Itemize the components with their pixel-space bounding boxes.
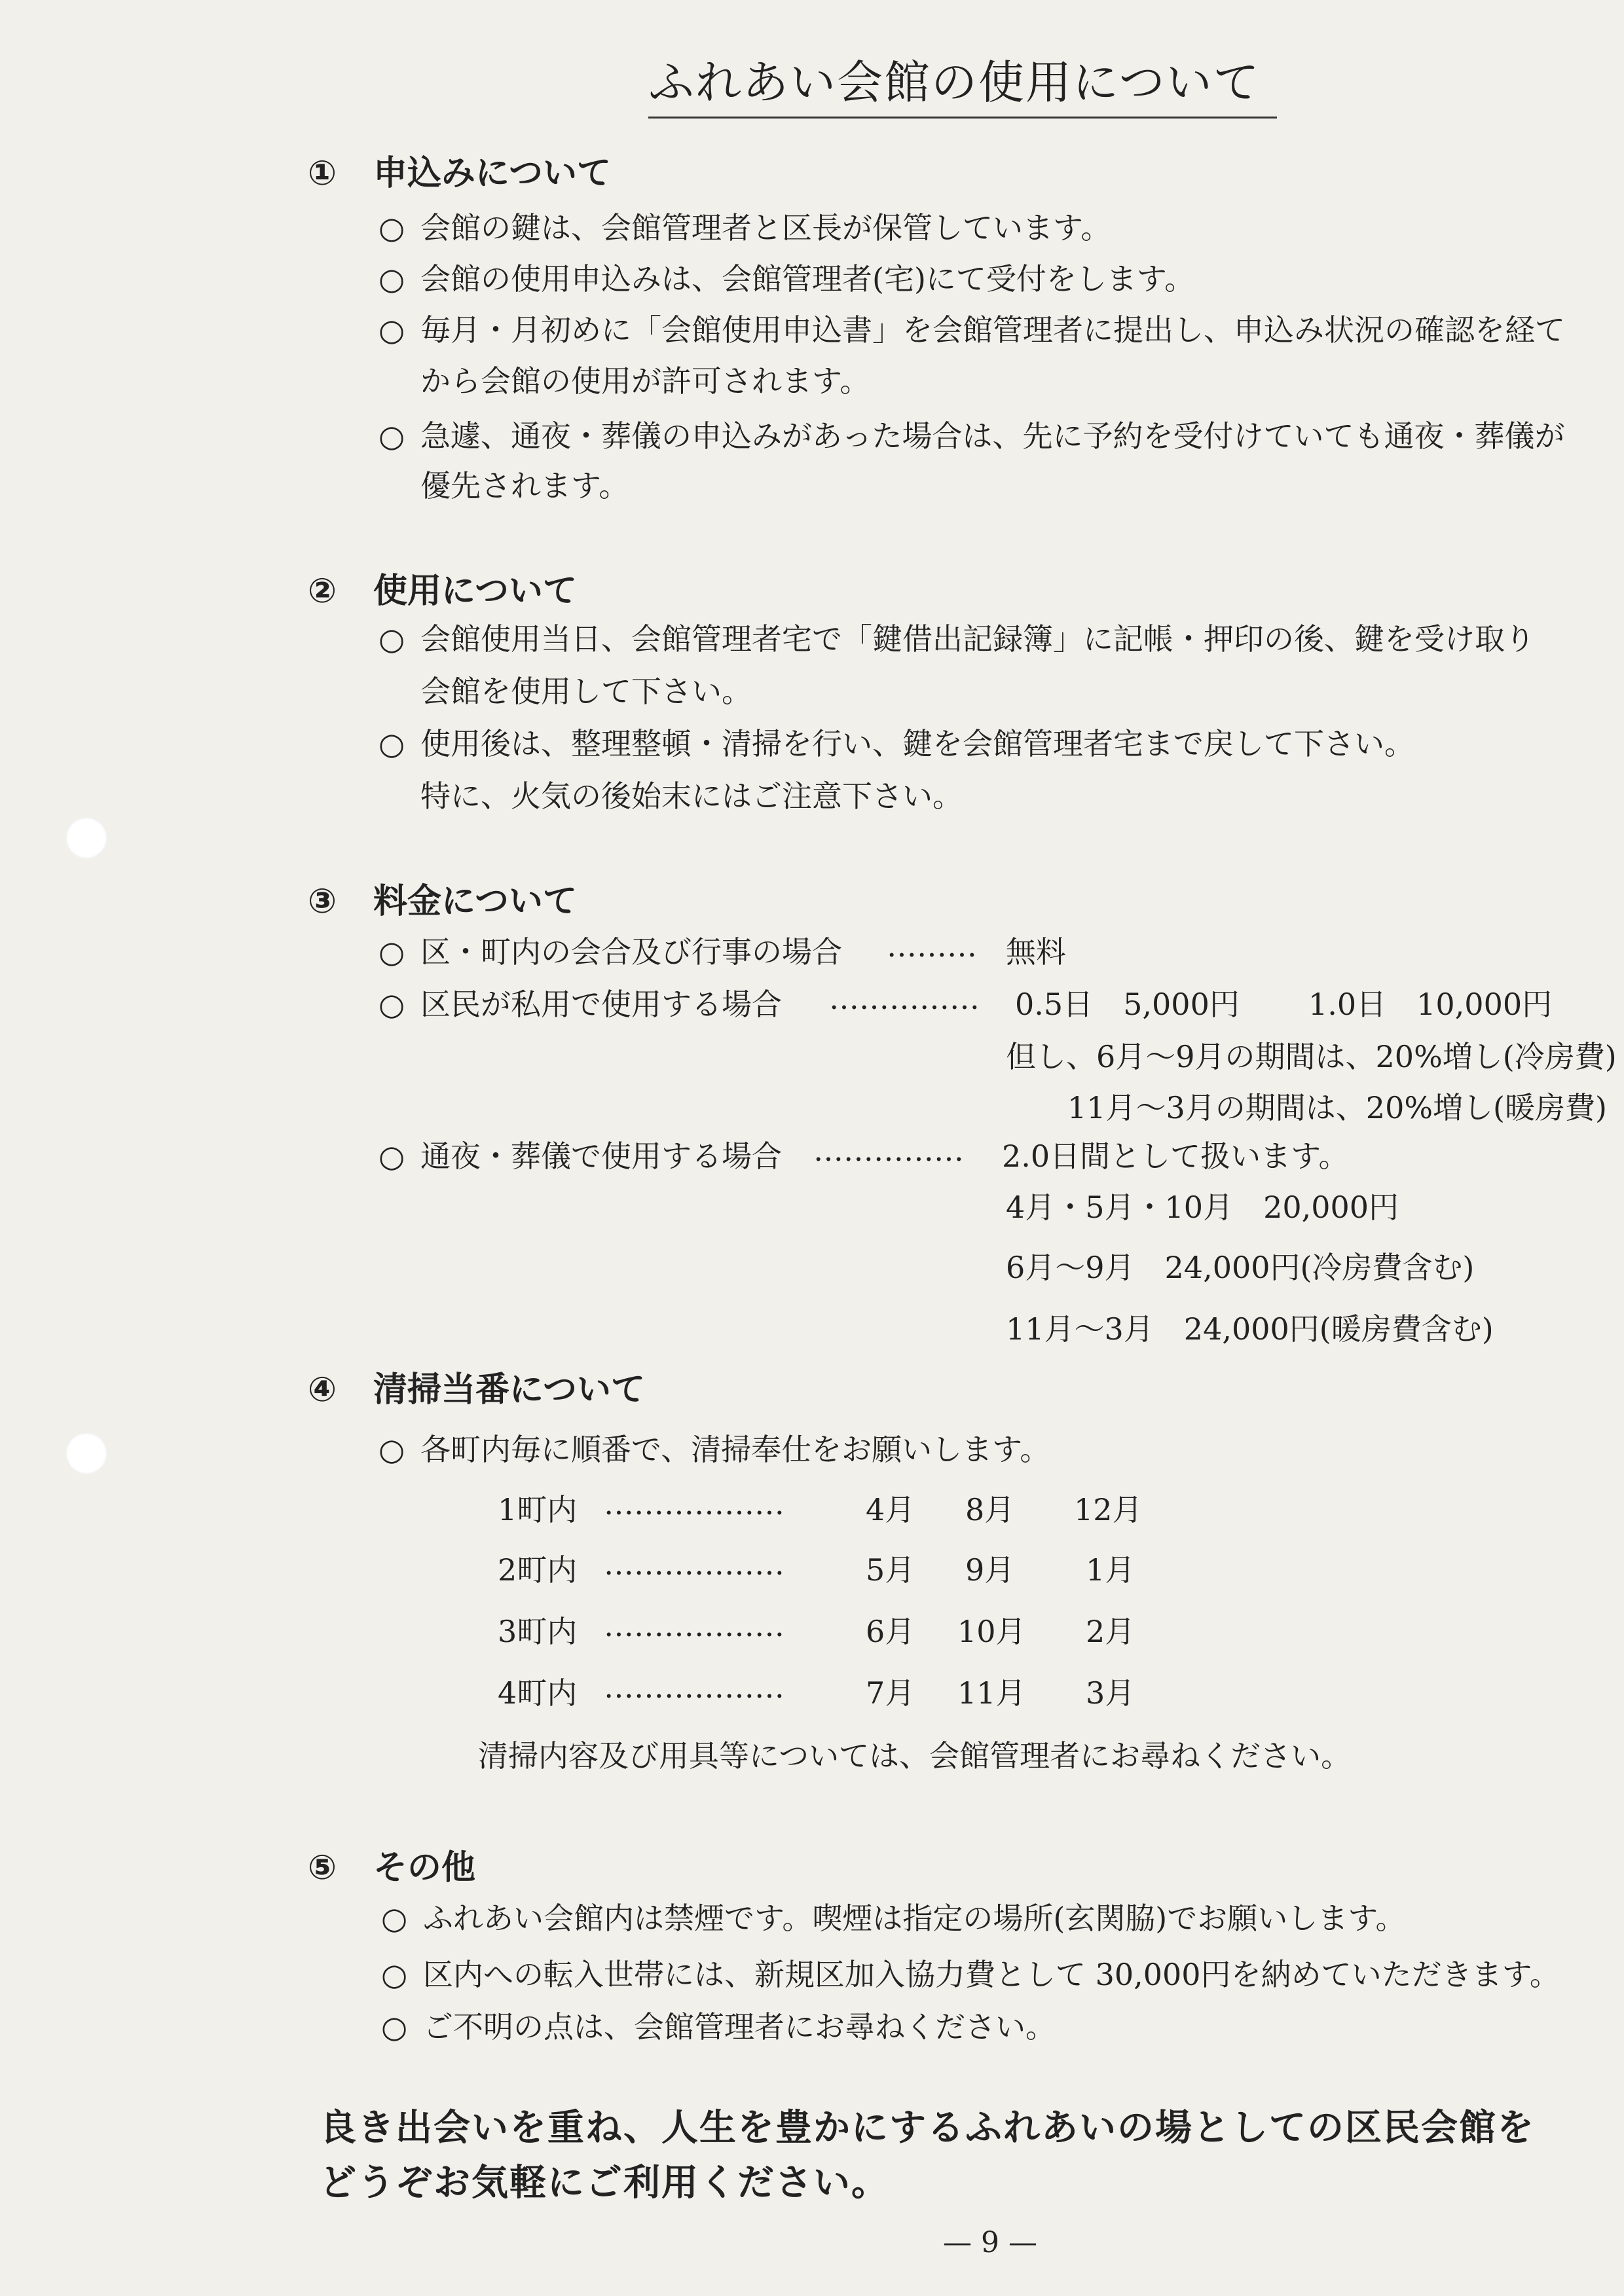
fee-note-summer: 但し、6月～9月の期間は、20%増し(冷房費) (1006, 1039, 1617, 1074)
s5-line-3: ○ ご不明の点は、会館管理者にお尋ねください。 (381, 2009, 1056, 2045)
s1-line-2: ○ 会館の使用申込みは、会館管理者(宅)にて受付をします。 (378, 261, 1195, 297)
cleaning-month: 1月 (1086, 1552, 1135, 1588)
fee-row-funeral-dots: …………… (813, 1133, 964, 1168)
cleaning-month: 9月 (965, 1552, 1015, 1588)
closing-line-1: 良き出会いを重ね、人生を豊かにするふれあいの場としての区民会館を (320, 2107, 1535, 2149)
page-number: — 9 — (943, 2226, 1037, 2259)
cleaning-month: 7月 (866, 1675, 915, 1711)
cleaning-month: 12月 (1074, 1492, 1143, 1527)
fee-full-day: 1.0日 10,000円 (1308, 987, 1553, 1022)
fee-row-community: ○ 区・町内の会合及び行事の場合 (378, 934, 842, 970)
fee-row-community-dots: ……… (887, 928, 977, 964)
fee-funeral-spring: 4月・5月・10月 20,000円 (1006, 1190, 1399, 1225)
cleaning-month: 3月 (1086, 1675, 1135, 1711)
s2-line-2-cont: 特に、火気の後始末にはご注意下さい。 (420, 778, 963, 814)
s1-line-4-cont: 優先されます。 (420, 468, 629, 503)
section-2-heading: ② 使用について (308, 572, 577, 611)
cleaning-town: 2町内 (498, 1552, 578, 1588)
fee-note-winter: 11月～3月の期間は、20%増し(暖房費) (1067, 1090, 1607, 1125)
section-1-title: 申込みについて (373, 154, 611, 193)
s5-line-1: ○ ふれあい会館内は禁煙です。喫煙は指定の場所(玄関脇)でお願いします。 (381, 1901, 1406, 1936)
cleaning-town: 4町内 (498, 1675, 578, 1711)
closing-line-2: どうぞお気軽にご利用ください。 (320, 2162, 889, 2204)
s1-line-3: ○ 毎月・月初めに「会館使用申込書」を会館管理者に提出し、申込み状況の確認を経て (378, 312, 1565, 348)
title-underline (648, 117, 1277, 118)
s2-line-1-cont: 会館を使用して下さい。 (420, 674, 752, 709)
cleaning-month: 4月 (866, 1492, 915, 1527)
punch-hole-lower (65, 1432, 107, 1474)
s1-line-1: ○ 会館の鍵は、会館管理者と区長が保管しています。 (378, 210, 1111, 246)
cleaning-month: 11月 (957, 1675, 1026, 1711)
cleaning-dots: ……………… (604, 1669, 784, 1705)
section-1-number: ① (308, 154, 337, 193)
fee-funeral-summer: 6月～9月 24,000円(冷房費含む) (1006, 1250, 1475, 1285)
cleaning-intro: ○ 各町内毎に順番で、清掃奉仕をお願いします。 (378, 1432, 1050, 1467)
fee-funeral-winter: 11月～3月 24,000円(暖房費含む) (1006, 1311, 1494, 1347)
cleaning-note: 清掃内容及び用具等については、会館管理者にお尋ねください。 (478, 1738, 1352, 1774)
punch-hole-upper (65, 817, 107, 859)
section-3-heading: ③ 料金について (308, 882, 577, 921)
s1-line-3-cont: から会館の使用が許可されます。 (420, 363, 870, 399)
page-title: ふれあい会館の使用について (648, 56, 1261, 109)
fee-half-day: 0.5日 5,000円 (1015, 987, 1240, 1022)
cleaning-dots: ……………… (604, 1546, 784, 1582)
s5-line-2: ○ 区内への転入世帯には、新規区加入協力費として 30,000円を納めていただきます。 (381, 1957, 1560, 1992)
s1-line-4: ○ 急遽、通夜・葬儀の申込みがあった場合は、先に予約を受付けていても通夜・葬儀が (378, 418, 1565, 454)
cleaning-town: 1町内 (498, 1492, 578, 1527)
fee-row-private: ○ 区民が私用で使用する場合 (378, 987, 782, 1022)
cleaning-dots: ……………… (604, 1486, 784, 1522)
section-1-heading (308, 145, 611, 194)
cleaning-town: 3町内 (498, 1614, 578, 1649)
fee-row-private-dots: …………… (829, 981, 980, 1016)
cleaning-month: 8月 (965, 1492, 1015, 1527)
cleaning-month: 5月 (866, 1552, 915, 1588)
cleaning-month: 6月 (866, 1614, 915, 1649)
section-5-heading: ⑤ その他 (308, 1848, 476, 1887)
section-4-heading: ④ 清掃当番について (308, 1370, 645, 1410)
cleaning-month: 10月 (957, 1614, 1026, 1649)
cleaning-month: 2月 (1086, 1614, 1135, 1649)
s2-line-2: ○ 使用後は、整理整頓・清掃を行い、鍵を会館管理者宅まで戻して下さい。 (378, 726, 1414, 761)
fee-row-community-value: 無料 (1006, 934, 1066, 970)
fee-row-funeral: ○ 通夜・葬儀で使用する場合 (378, 1139, 782, 1174)
cleaning-dots: ……………… (604, 1608, 784, 1643)
s2-line-1: ○ 会館使用当日、会館管理者宅で「鍵借出記録簿」に記帳・押印の後、鍵を受け取り (378, 621, 1535, 657)
fee-funeral-note: 2.0日間として扱います。 (1002, 1139, 1349, 1174)
